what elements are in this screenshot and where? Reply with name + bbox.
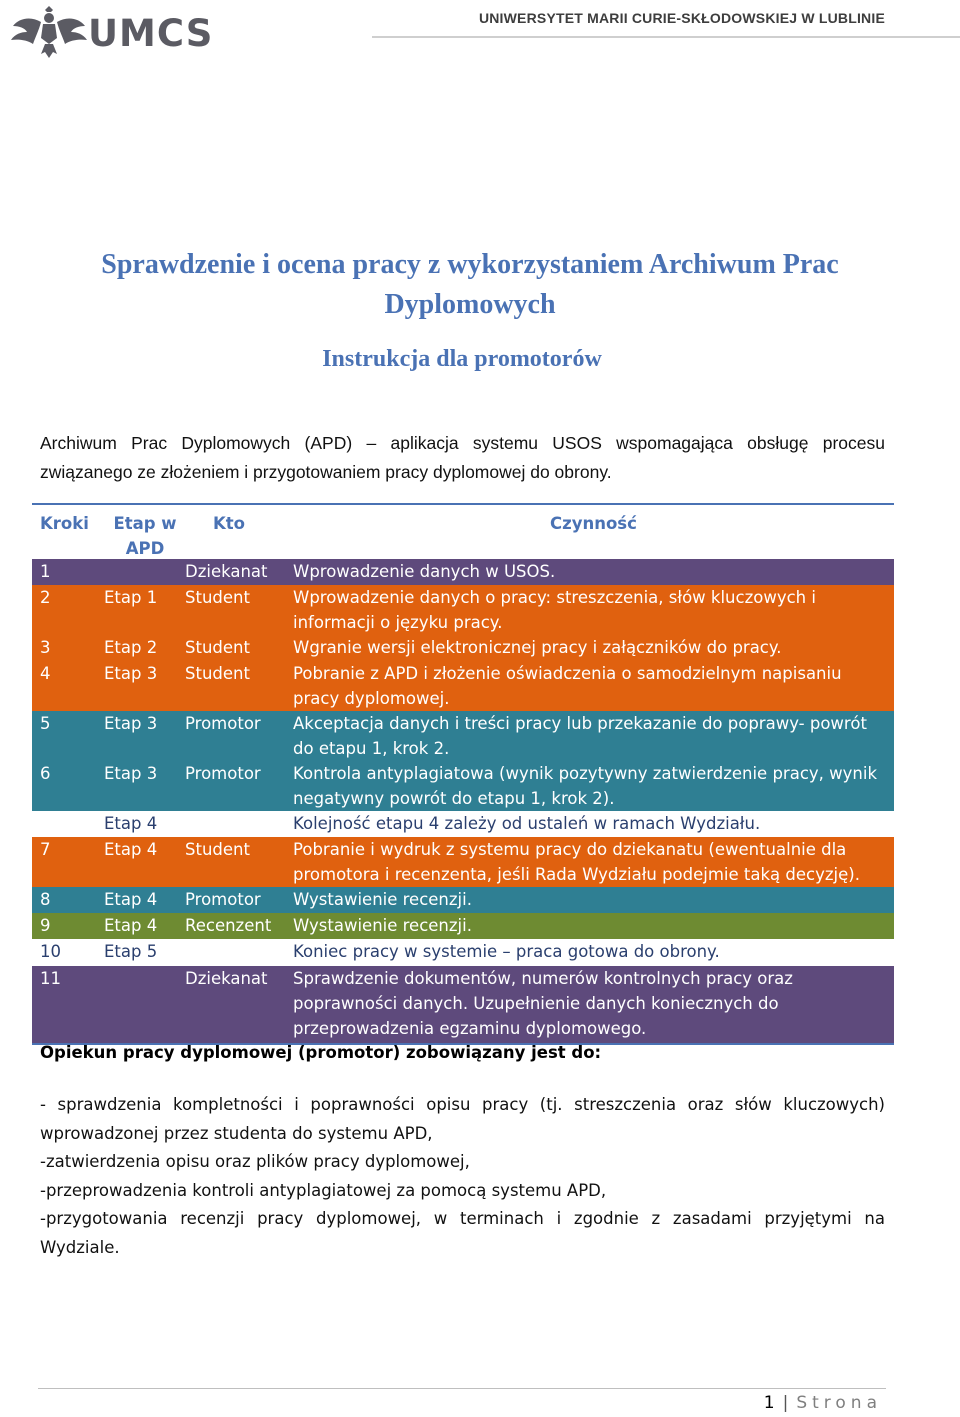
- duty-item: -zatwierdzenia opisu oraz plików pracy dyplomowej,: [40, 1152, 470, 1171]
- cell-czynnosc: Kontrola antyplagiatowa (wynik pozytywny zatwierdzenie pracy, wynik negatywny powrót do etapu 1, krok 2).: [293, 764, 878, 808]
- header-kto: Kto: [213, 514, 246, 533]
- cell-czynnosc: Kolejność etapu 4 zależy od ustaleń w ramach Wydziału.: [293, 814, 761, 833]
- cell-kto: Promotor: [185, 764, 261, 783]
- cell-kto: Recenzent: [185, 916, 272, 935]
- cell-czynnosc: Akceptacja danych i treści pracy lub przekazanie do poprawy- powrót do etapu 1, krok 2.: [293, 714, 867, 758]
- document-title: Sprawdzenie i ocena pracy z wykorzystaniem Archiwum Prac Dyplomowych: [101, 249, 839, 320]
- cell-czynnosc: Wprowadzenie danych w USOS.: [293, 562, 556, 581]
- header-czynnosc: Czynność: [550, 514, 637, 533]
- logo-text: UMCS: [88, 12, 214, 55]
- page-number-value: 1: [763, 1393, 775, 1413]
- document-subtitle: Instrukcja dla promotorów: [322, 346, 602, 372]
- duty-item: -przygotowania recenzji pracy dyplomowej, w terminach i zgodnie z zasadami przyjętymi na Wydziale.: [40, 1209, 885, 1257]
- table-row: [32, 585, 894, 635]
- cell-kto: Dziekanat: [185, 562, 268, 581]
- cell-etap: Etap 3: [104, 764, 158, 783]
- cell-czynnosc: Wystawienie recenzji.: [293, 916, 472, 935]
- header-divider: [372, 36, 960, 38]
- cell-krok: 6: [40, 764, 51, 783]
- table-header: [32, 507, 894, 562]
- header-kroki: Kroki: [40, 514, 89, 533]
- cell-krok: 7: [40, 840, 51, 859]
- cell-etap: Etap 4: [104, 814, 158, 833]
- table-row: [32, 711, 894, 761]
- table-row: [32, 761, 894, 811]
- cell-czynnosc: Wgranie wersji elektronicznej pracy i załączników do pracy.: [293, 638, 782, 657]
- table-row: [32, 966, 894, 1043]
- table-row: [32, 635, 894, 661]
- cell-kto: Promotor: [185, 890, 261, 909]
- cell-krok: 1: [40, 562, 51, 581]
- cell-etap: Etap 3: [104, 714, 158, 733]
- duty-item: - sprawdzenia kompletności i poprawności opisu pracy (tj. streszczenia oraz słów kluczowych) wprowadzonej przez studenta do systemu APD,: [40, 1095, 885, 1143]
- page-separator: |: [782, 1393, 789, 1413]
- cell-etap: Etap 4: [104, 916, 158, 935]
- university-name: UNIWERSYTET MARII CURIE-SKŁODOWSKIEJ W LUBLINIE: [478, 10, 885, 26]
- page-number: [764, 1393, 882, 1413]
- cell-czynnosc: Pobranie z APD i złożenie oświadczenia o samodzielnym napisaniu pracy dyplomowej.: [293, 664, 842, 708]
- cell-czynnosc: Wprowadzenie danych o pracy: streszczenia, słów kluczowych i informacji o języku pracy.: [293, 588, 816, 632]
- table-top-border: [32, 503, 894, 505]
- table-row: [32, 661, 894, 711]
- cell-kto: Student: [185, 664, 250, 683]
- table-row: [32, 837, 894, 887]
- cell-krok: 11: [40, 969, 61, 988]
- cell-kto: Dziekanat: [185, 969, 268, 988]
- cell-etap: Etap 5: [104, 942, 158, 961]
- cell-krok: 4: [40, 664, 51, 683]
- duties-heading: Opiekun pracy dyplomowej (promotor) zobowiązany jest do:: [40, 1043, 602, 1062]
- duties-list: [40, 1091, 885, 1262]
- page-label: Strona: [796, 1393, 882, 1413]
- cell-krok: 2: [40, 588, 51, 607]
- table-row: [32, 913, 894, 939]
- cell-czynnosc: Wystawienie recenzji.: [293, 890, 472, 909]
- cell-kto: Student: [185, 638, 250, 657]
- table-row: [32, 939, 894, 965]
- cell-kto: Student: [185, 588, 250, 607]
- page-header: [0, 0, 960, 70]
- cell-krok: 3: [40, 638, 51, 657]
- table-row: [32, 559, 894, 585]
- cell-czynnosc: Sprawdzenie dokumentów, numerów kontrolnych pracy oraz poprawności danych. Uzupełnienie danych koniecznych do przeprowadzenia egzaminu dyplomowego.: [293, 969, 793, 1038]
- cell-etap: Etap 2: [104, 638, 158, 657]
- cell-krok: 8: [40, 890, 51, 909]
- cell-czynnosc: Koniec pracy w systemie – praca gotowa do obrony.: [293, 942, 720, 961]
- cell-etap: Etap 4: [104, 890, 158, 909]
- intro-paragraph: Archiwum Prac Dyplomowych (APD) – aplikacja systemu USOS wspomagająca obsługę procesu związanego ze złożeniem i przygotowaniem pracy dyplomowej do obrony.: [40, 433, 885, 482]
- cell-kto: Promotor: [185, 714, 261, 733]
- cell-krok: 10: [40, 942, 61, 961]
- cell-kto: Student: [185, 840, 250, 859]
- table-row: [32, 811, 894, 837]
- cell-etap: Etap 3: [104, 664, 158, 683]
- table-row: [32, 887, 894, 913]
- cell-etap: Etap 4: [104, 840, 158, 859]
- cell-krok: 9: [40, 916, 51, 935]
- cell-etap: Etap 1: [104, 588, 158, 607]
- cell-krok: 5: [40, 714, 51, 733]
- duty-item: -przeprowadzenia kontroli antyplagiatowej za pomocą systemu APD,: [40, 1180, 607, 1200]
- cell-czynnosc: Pobranie i wydruk z systemu pracy do dziekanatu (ewentualnie dla promotora i recenzenta, jeśli Rada Wydziału podejmie taką decyzję).: [293, 840, 860, 884]
- header-etap: Etap w APD: [113, 514, 177, 558]
- footer-divider: [38, 1388, 886, 1389]
